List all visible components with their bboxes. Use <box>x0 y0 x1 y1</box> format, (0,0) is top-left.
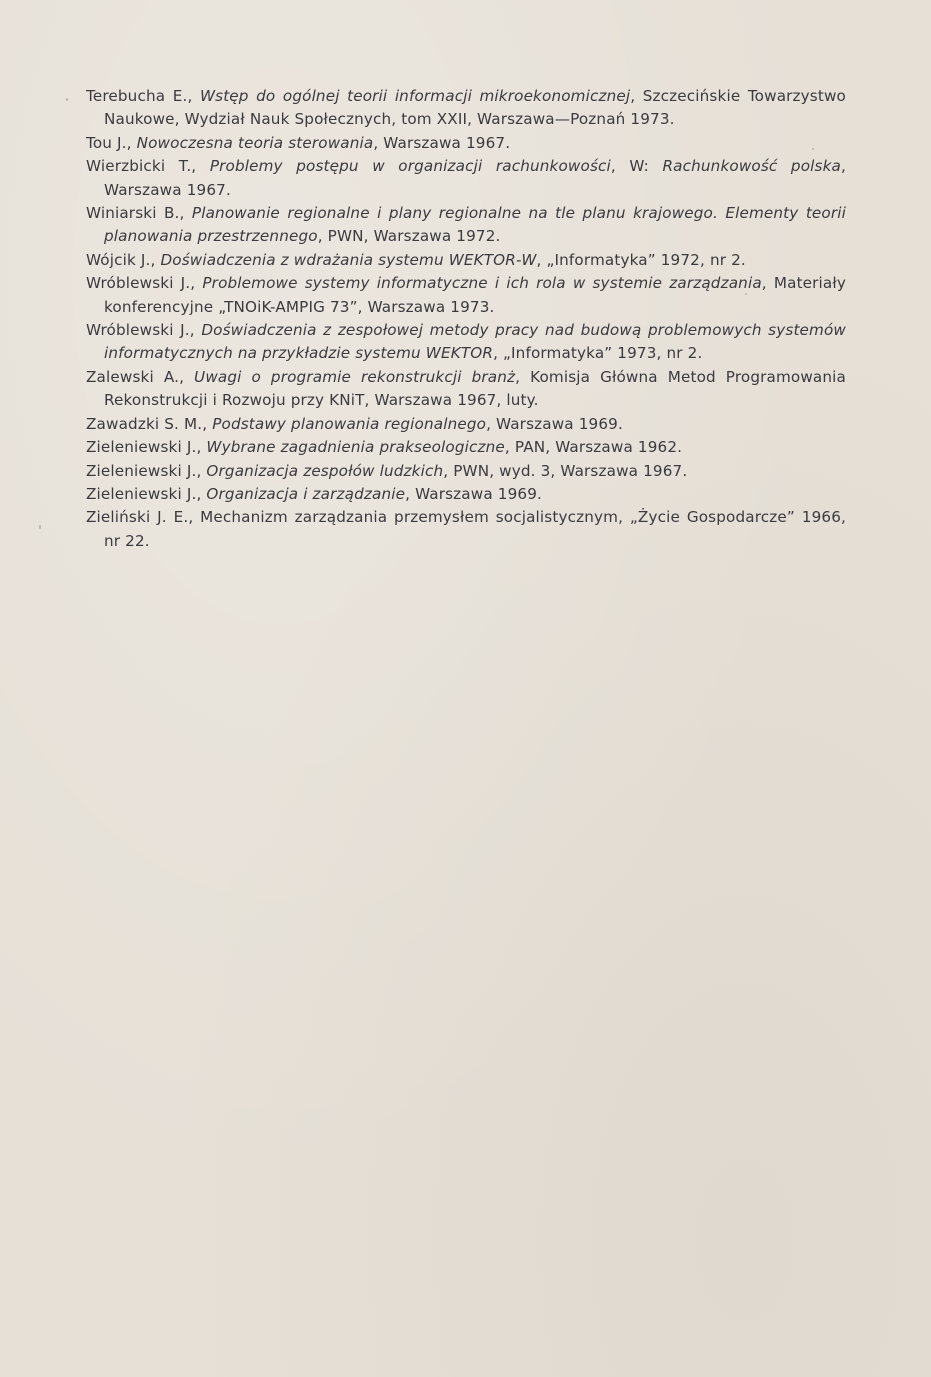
entry-title: Wstęp do ogólnej teorii informacji mikroekonomicznej <box>199 87 631 105</box>
entry-author: Zieleniewski J., <box>86 461 207 480</box>
entry-details: , W: <box>610 157 663 176</box>
entry-title: Problemowe systemy informatyczne i ich rola w systemie zarządzania <box>202 274 762 293</box>
entry-title: Planowanie regionalne i plany regionalne na tle planu krajowego. Elementy teorii planowania przestrzennego <box>104 204 846 246</box>
paper-speck <box>66 98 68 101</box>
entry-title: Organizacja i zarządzanie <box>206 484 406 503</box>
entry-title: Doświadczenia z wdrażania systemu WEKTOR-W <box>160 250 537 269</box>
entry-author: Zalewski A., <box>86 367 195 386</box>
entry-title: Podstawy planowania regionalnego <box>212 414 487 433</box>
bibliography-entry <box>86 483 846 506</box>
entry-details: Mechanizm zarządzania przemysłem socjalistycznym, „Życie Gospodarcze” 1966, nr 22. <box>104 508 846 550</box>
bibliography-entry <box>86 249 846 272</box>
entry-title: Wybrane zagadnienia prakseologiczne <box>206 438 505 457</box>
entry-details: , PWN, wyd. 3, Warszawa 1967. <box>443 461 688 480</box>
bibliography-entry <box>86 319 846 366</box>
entry-author: Zieleniewski J., <box>86 438 207 457</box>
bibliography-entry <box>86 202 846 249</box>
entry-details: , Komisja Główna Metod Programowania Rekonstrukcji i Rozwoju przy KNiT, Warszawa 1967, luty. <box>104 367 846 410</box>
bibliography-entry <box>86 413 846 436</box>
paper-speck <box>39 525 41 529</box>
entry-author: Winiarski B., <box>86 204 192 223</box>
entry-title: Doświadczenia z zespołowej metody pracy nad budową problemowych systemów informatycznych na przykładzie systemu WEKTOR <box>104 321 846 363</box>
entry-author: Zieliński J. E., <box>86 508 201 527</box>
bibliography-entry <box>86 272 846 319</box>
entry-source-details: , Warszawa 1967. <box>104 157 846 199</box>
entry-author: Tou J., <box>86 133 137 152</box>
entry-title: Problemy postępu w organizacji rachunkowości <box>209 157 611 176</box>
entry-details: , Warszawa 1967. <box>373 133 511 152</box>
entry-title: Nowoczesna teoria sterowania <box>136 133 374 152</box>
entry-author: Wójcik J., <box>86 250 161 269</box>
bibliography-entry <box>86 366 846 413</box>
entry-details: , Warszawa 1969. <box>405 484 542 503</box>
bibliography-entry <box>86 85 846 132</box>
bibliography-entry <box>86 506 846 553</box>
bibliography-entry <box>86 132 846 155</box>
entry-author: Wierzbicki T., <box>86 157 210 176</box>
entry-details: , „Informatyka” 1972, nr 2. <box>536 250 746 269</box>
entry-title: Uwagi o programie rekonstrukcji branż <box>194 367 516 386</box>
bibliography-list <box>86 85 846 553</box>
entry-source-title: Rachunkowość polska <box>662 157 841 176</box>
entry-details: , PWN, Warszawa 1972. <box>317 227 501 246</box>
entry-details: , Szczecińskie Towarzystwo Naukowe, Wydział Nauk Społecznych, tom XXII, Warszawa—Poznań 1973. <box>104 87 846 129</box>
entry-author: Terebucha E., <box>86 87 200 105</box>
bibliography-entry <box>86 436 846 459</box>
bibliography-entry <box>86 155 846 202</box>
bibliography-entry <box>86 460 846 483</box>
entry-author: Wróblewski J., <box>86 274 203 293</box>
entry-details: , Warszawa 1969. <box>486 414 623 433</box>
entry-author: Wróblewski J., <box>86 321 202 340</box>
entry-author: Zieleniewski J., <box>86 484 207 503</box>
entry-details: , Materiały konferencyjne „TNOiK-AMPIG 73”, Warszawa 1973. <box>104 274 846 316</box>
entry-author: Zawadzki S. M., <box>86 414 213 433</box>
entry-details: , „Informatyka” 1973, nr 2. <box>493 344 703 363</box>
entry-title: Organizacja zespołów ludzkich <box>206 461 444 480</box>
entry-details: , PAN, Warszawa 1962. <box>504 438 683 457</box>
